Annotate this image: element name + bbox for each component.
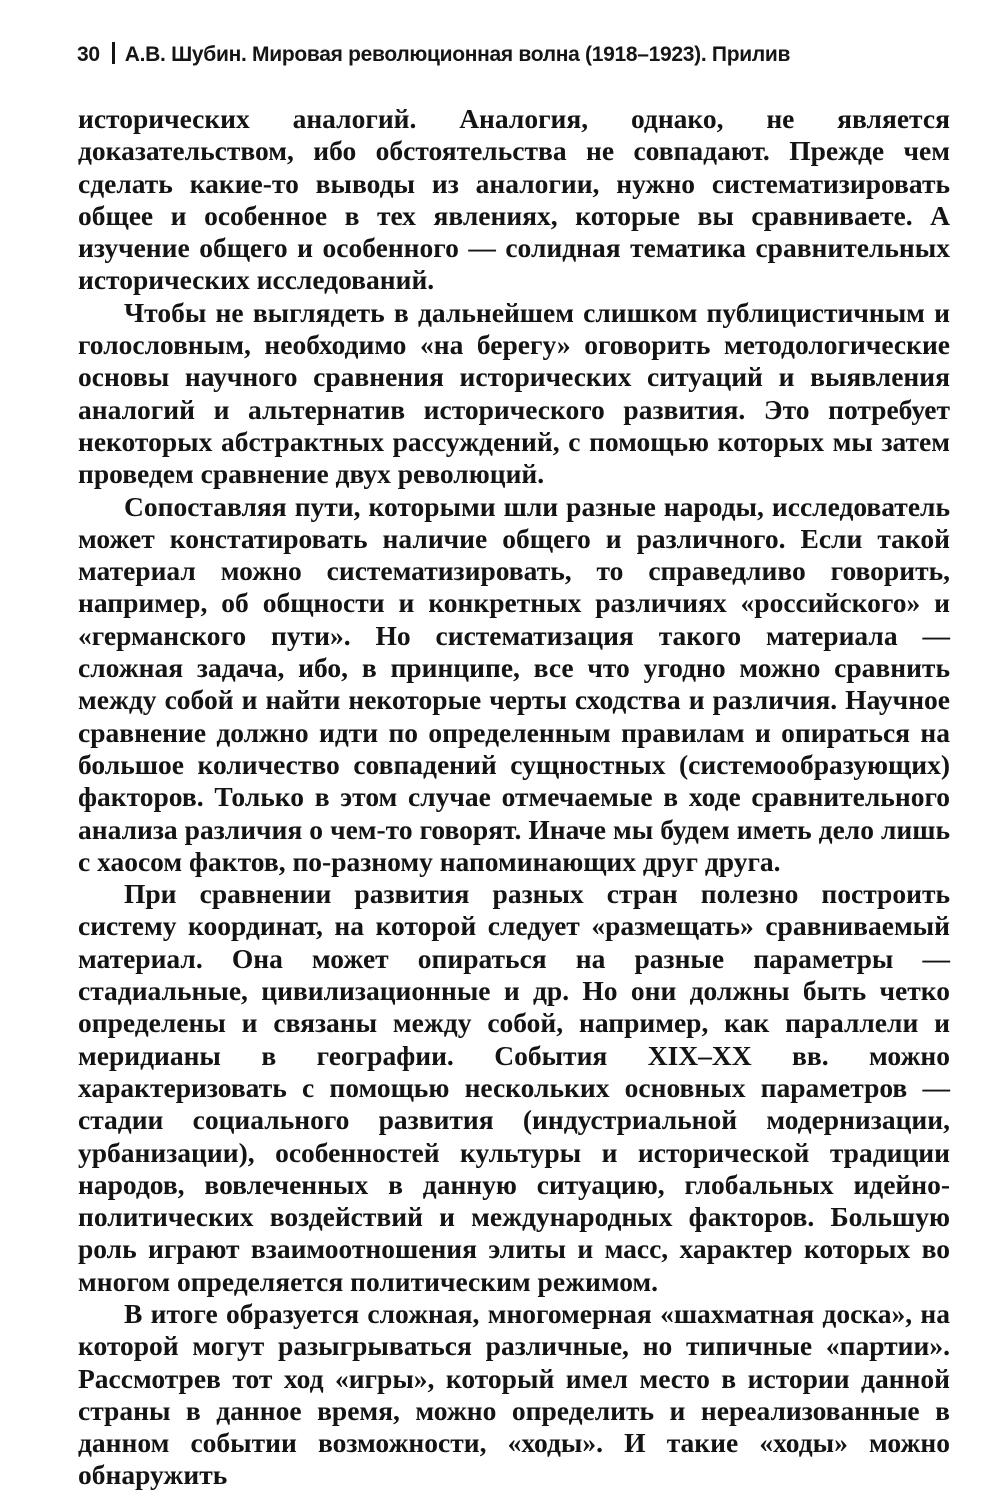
running-header xyxy=(77,40,957,70)
paragraph: Сопоставляя пути, которыми шли разные народы, исследователь может констатировать наличие общего и различного. Если такой материал можно систематизировать, то справедливо говорить, например, об общности и конкретных различиях «российского» и «германского пути». Но систематизация такого материала — сложная задача, ибо, в принципе, все что угодно можно сравнить между собой и найти некоторые черты сходства и различия. Научное сравнение должно идти по определенным правилам и опираться на большое количество совпадений сущностных (системообразующих) факторов. Только в этом случае отмечаемые в ходе сравнительного анализа различия о чем-то говорят. Иначе мы будем иметь дело лишь с хаосом фактов, по-разному напоминающих друг друга. xyxy=(78,490,950,877)
paragraph: При сравнении развития разных стран полезно построить систему координат, на которой следует «размещать» сравниваемый материал. Она может опираться на разные параметры — стадиальные, цивилизационные и др. Но они должны быть четко определены и связаны между собой, например, как параллели и меридианы в географии. События XIX–XX вв. можно характеризовать с помощью нескольких основных параметров — стадии социального развития (индустриальной модернизации, урбанизации), особенностей культуры и исторической традиции народов, вовлеченных в данную ситуацию, глобальных идейно-политических воздействий и международных факторов. Большую роль играют взаимоотношения элиты и масс, характер которых во многом определяется политическим режимом. xyxy=(78,878,950,1297)
header-separator xyxy=(112,42,115,64)
paragraph: В итоге образуется сложная, многомерная «шахматная доска», на которой могут разыгрываться различные, но типичные «партии». Рассмотрев тот ход «игры», который имел место в истории данной страны в данное время, можно определить и нереализованные в данном событии возможности, «ходы». И такие «ходы» можно обнаружить xyxy=(78,1297,950,1491)
paragraph: исторических аналогий. Аналогия, однако, не является доказательством, ибо обстоятельства не совпадают. Прежде чем сделать какие-то выводы из аналогии, нужно систематизировать общее и особенное в тех явлениях, которые вы сравниваете. А изучение общего и особенного — солидная тематика сравнительных исторических исследований. xyxy=(78,103,950,296)
running-title: А.В. Шубин. Мировая революционная волна (1918–1923). Прилив xyxy=(124,43,791,66)
body-text xyxy=(78,103,950,1492)
paragraph: Чтобы не выглядеть в дальнейшем слишком публицистичным и голословным, необходимо «на берегу» оговорить методологические основы научного сравнения исторических ситуаций и выявления аналогий и альтернатив исторического развития. Это потребует некоторых абстрактных рассуждений, с помощью которых мы затем проведем сравнение двух революций. xyxy=(78,296,950,490)
page-number: 30 xyxy=(77,43,100,66)
